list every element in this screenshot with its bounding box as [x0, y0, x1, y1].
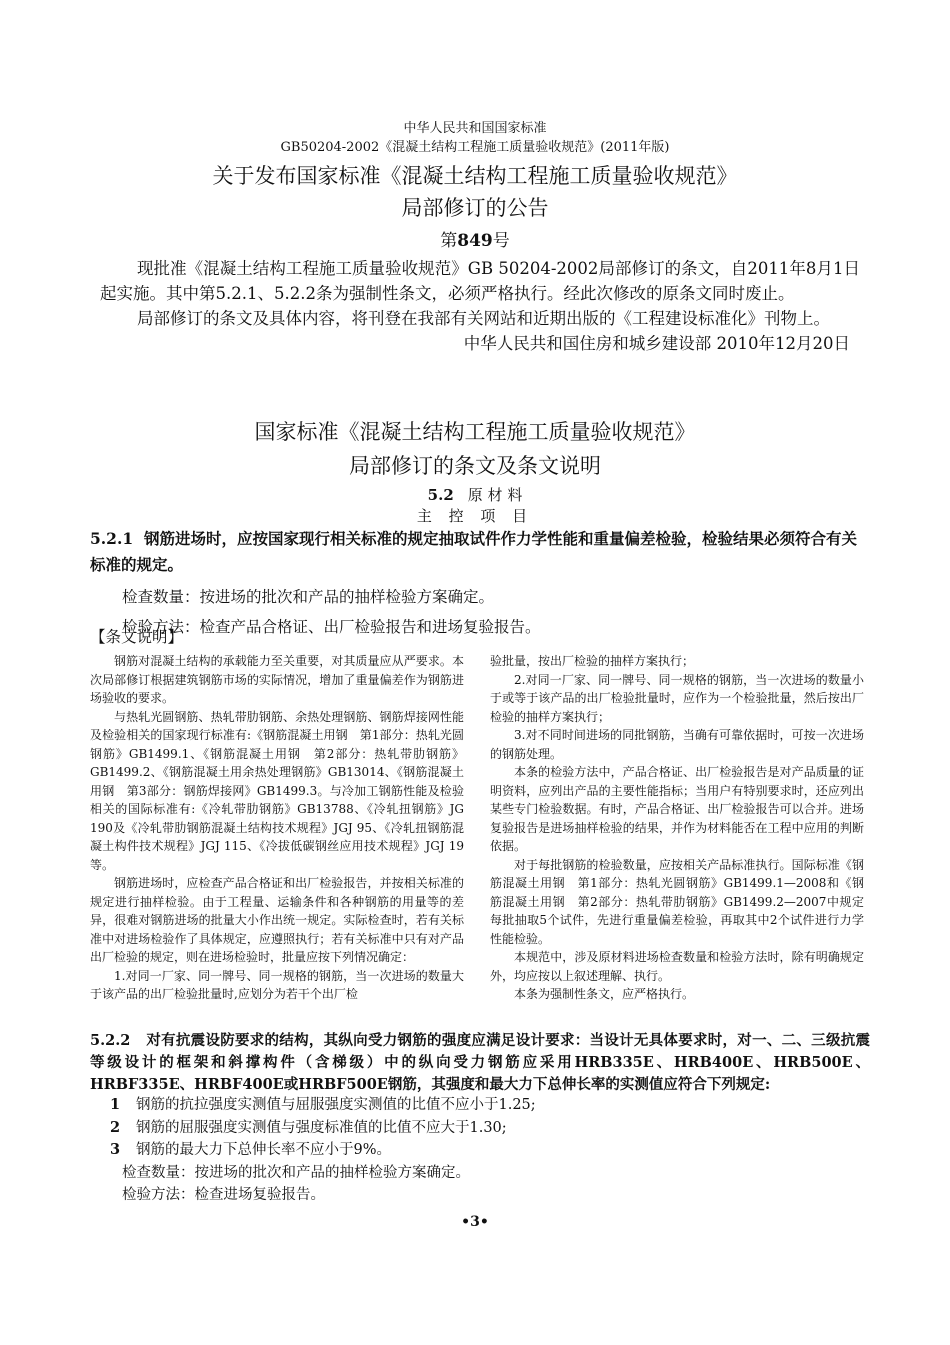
- explanation-paragraph: 钢筋对混凝土结构的承载能力至关重要，对其质量应从严要求。本次局部修订根据建筑钢筋市场的实际情况，增加了重量偏差作为钢筋进场验收的要求。: [90, 654, 464, 705]
- header-standard-line: 中华人民共和国国家标准: [403, 121, 547, 136]
- explanation-paragraph: 1.对同一厂家、同一牌号、同一规格的钢筋，当一次进场的数量大于该产品的出厂检验批量时,应划分为若干个出厂检: [90, 968, 464, 1001]
- check-method: 检验方法：检查进场复验报告。: [122, 1187, 325, 1203]
- standard-subtitle: 局部修订的条文及条文说明: [349, 454, 601, 478]
- explanation-paragraph: 钢筋进场时，应检查产品合格证和出厂检验报告，并按相关标准的规定进行抽样检验。由于工程量、运输条件和各种钢筋的用量等的差异，很难对钢筋进场的批量大小作出统一规定。实际检查时，若有关标准中对进场检验作了具体规定，应遵照执行；若有关标准中只有对产品出厂检验的规定，则在进场检验时，批量应按下列情况确定：: [90, 876, 464, 964]
- announcement-subtitle: 局部修订的公告: [401, 196, 549, 220]
- check-quantity: 检查数量：按进场的批次和产品的抽样检验方案确定。: [122, 588, 495, 606]
- announcement-signature: 中华人民共和国住房和城乡建设部 2010年12月20日: [463, 334, 850, 353]
- announcement-body: [100, 256, 860, 356]
- explanation-right-column: [490, 652, 864, 1004]
- explanation-heading: 【条文说明】: [90, 628, 184, 646]
- standard-title: 国家标准《混凝土结构工程施工质量验收规范》: [254, 420, 696, 444]
- explanation-paragraph: 本条为强制性条文，应严格执行。: [514, 987, 695, 1001]
- announcement-title: 关于发布国家标准《混凝土结构工程施工质量验收规范》: [212, 164, 738, 188]
- check-quantity: 检查数量：按进场的批次和产品的抽样检验方案确定。: [122, 1164, 470, 1181]
- clause-text: 5.2.1 钢筋进场时，应按国家现行相关标准的规定抽取试件作力学性能和重量偏差检验，检验结果必须符合有关标准的规定。: [90, 529, 857, 574]
- page-number: •3•: [461, 1214, 489, 1230]
- clause-5-2-1: [90, 526, 865, 640]
- announcement-paragraph: 现批准《混凝土结构工程施工质量验收规范》GB 50204-2002局部修订的条文，自2011年8月1日起实施。其中第5.2.1、5.2.2条为强制性条文，必须严格执行。经此次修改的原条文同时废止。: [100, 259, 860, 303]
- announcement-paragraph: 局部修订的条文及具体内容，将刊登在我部有关网站和近期出版的《工程建设标准化》刊物上。: [137, 309, 830, 328]
- requirement-item: 3 钢筋的最大力下总伸长率不应小于9%。: [110, 1141, 392, 1158]
- explanation-paragraph: 3.对不同时间进场的同批钢筋，当确有可靠依据时，可按一次进场的钢筋处理。: [490, 728, 864, 761]
- explanation-paragraph: 对于每批钢筋的检验数量，应按相关产品标准执行。国际标准《钢筋混凝土用钢 第1部分：热轧光圆钢筋》GB1499.1—2008和《钢筋混凝土用钢 第2部分：热轧带肋钢筋》GB1499.2—2007中规定每批抽取5个试件，先进行重量偏差检验，再取其中2个试件进行力学性能检验。: [490, 857, 864, 946]
- explanation-paragraph: 2.对同一厂家、同一牌号、同一规格的钢筋，当一次进场的数量小于或等于该产品的出厂检验批量时，应作为一个检验批量，然后按出厂检验的抽样方案执行；: [490, 672, 864, 724]
- explanation-paragraph: 验批量，按出厂检验的抽样方案执行；: [490, 654, 695, 668]
- explanation-paragraph: 与热轧光圆钢筋、热轧带肋钢筋、余热处理钢筋、钢筋焊接网性能及检验相关的国家现行标准有:《钢筋混凝土用钢 第1部分：热轧光圆钢筋》GB1499.1、《钢筋混凝土用钢 第2部分：热轧带肋钢筋》GB1499.2、《钢筋混凝土用余热处理钢筋》GB13014、《钢筋混凝土用钢 第3部分：钢筋焊接网》GB1499.3。与冷加工钢筋性能及检验相关的国际标准有:《冷轧带肋钢筋》GB13788、《冷轧扭钢筋》JG 190及《冷轧带肋钢筋混凝土结构技术规程》JGJ 95、《冷轧扭钢筋混凝土构件技术规程》JGJ 115、《冷拔低碳钢丝应用技术规程》JGJ 19等。: [90, 709, 464, 872]
- clause-5-2-2: 5.2.2 对有抗震设防要求的结构，其纵向受力钢筋的强度应满足设计要求：当设计无具体要求时，对一、二、三级抗震等级设计的框架和斜撑构件（含梯级）中的纵向受力钢筋应采用HRB335E、HRB400E、HRB500E、HRBF335E、HRBF400E或HRBF500E钢筋，其强度和最大力下总伸长率的实测值应符合下列规定:: [90, 1032, 870, 1093]
- requirement-item: 2 钢筋的屈服强度实测值与强度标准值的比值不应大于1.30;: [110, 1118, 507, 1136]
- subsection-heading: 主 控 项 目: [416, 507, 534, 525]
- announcement-number: 第849号: [440, 231, 510, 251]
- explanation-paragraph: 本条的检验方法中，产品合格证、出厂检验报告是对产品质量的证明资料，应列出产品的主要性能指标；当用户有特别要求时，还应列出某些专门检验数据。有时，产品合格证、出厂检验报告可以合并。进场复验报告是进场抽样检验的结果，并作为材料能否在工程中应用的判断依据。: [490, 765, 864, 853]
- requirement-item: 1 钢筋的抗拉强度实测值与屈服强度实测值的比值不应小于1.25;: [110, 1096, 536, 1113]
- header-code-line: GB50204-2002《混凝土结构工程施工质量验收规范》(2011年版): [280, 140, 670, 155]
- explanation-left-column: [90, 652, 464, 1004]
- check-method: 检验方法：检查产品合格证、出厂检验报告和进场复验报告。: [122, 618, 541, 636]
- section-heading: 5.2 原 材 料: [427, 486, 523, 504]
- explanation-paragraph: 本规范中，涉及原材料进场检查数量和检验方法时，除有明确规定外，均应按以上叙述理解、执行。: [490, 950, 864, 983]
- clause-5-2-2-items: [110, 1094, 536, 1207]
